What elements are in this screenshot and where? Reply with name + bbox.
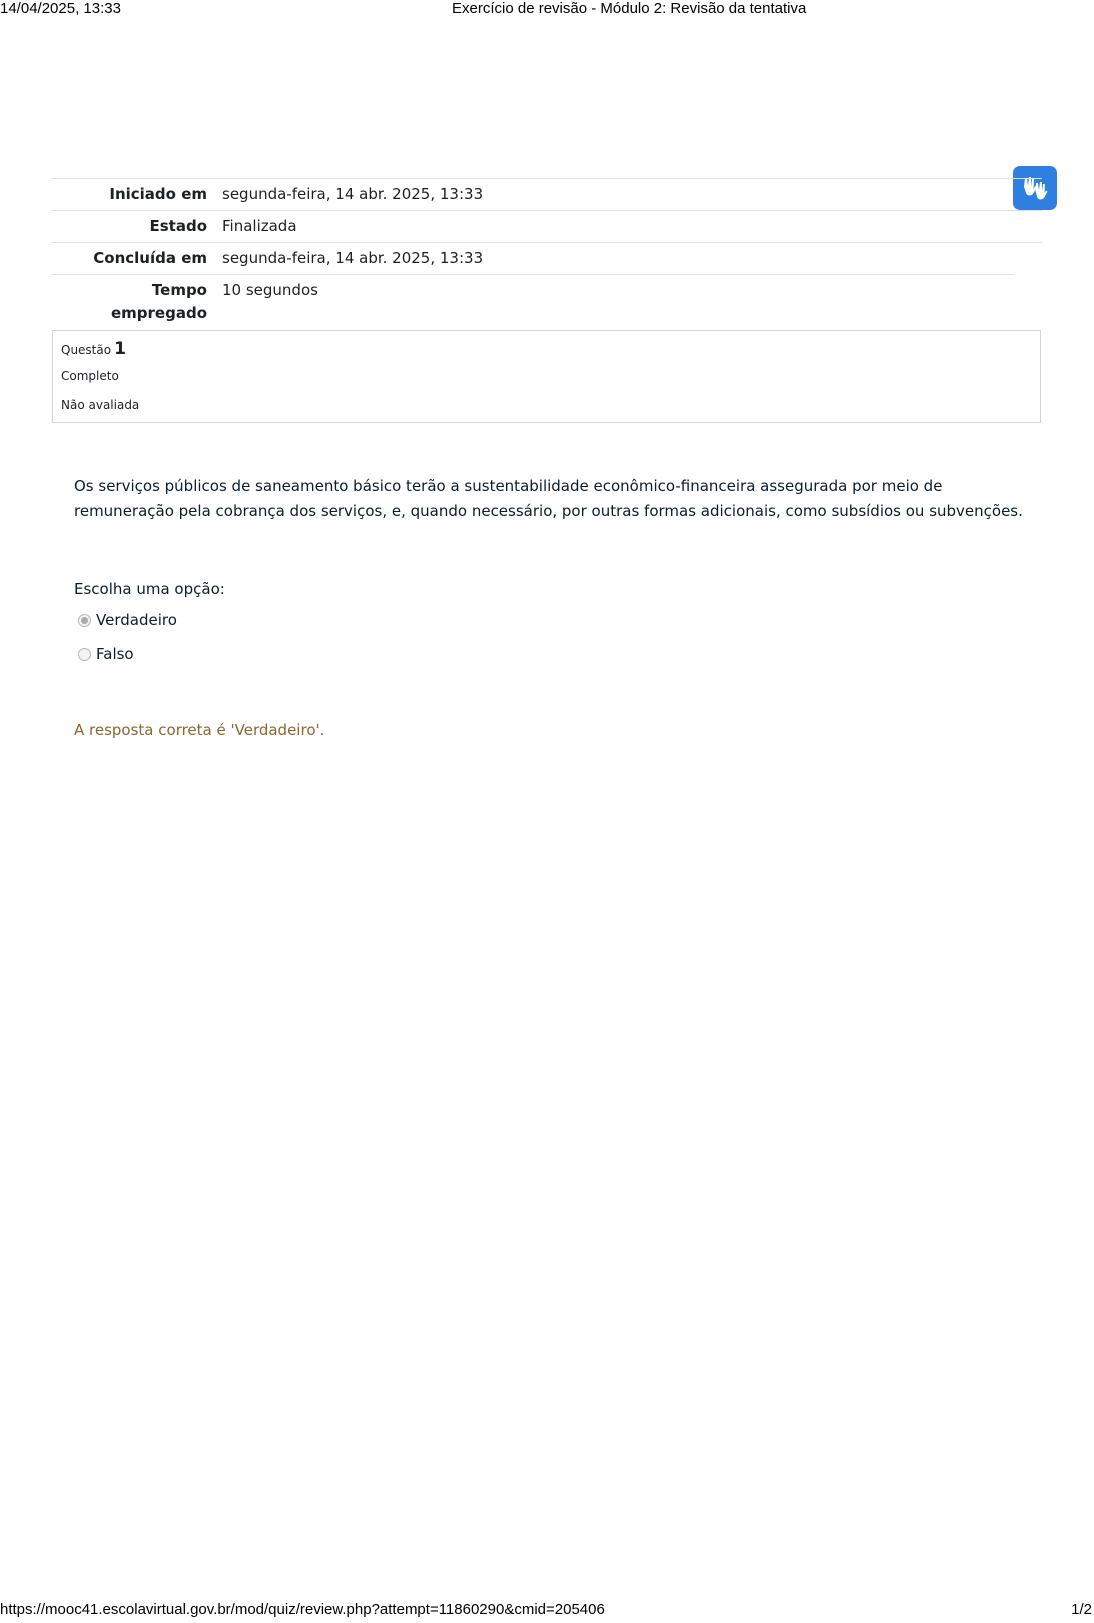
question-info-box (52, 330, 1041, 423)
time-label-line1: Tempo (151, 281, 207, 299)
started-label: Iniciado em (109, 185, 207, 203)
summary-row-state (52, 210, 1042, 242)
time-value: 10 segundos (222, 281, 318, 299)
option-falso-label: Falso (96, 645, 134, 663)
started-value: segunda-feira, 14 abr. 2025, 13:33 (222, 185, 484, 203)
print-datetime: 14/04/2025, 13:33 (0, 0, 121, 17)
option-falso[interactable] (78, 645, 134, 663)
print-page-number: 1/2 (1071, 1601, 1092, 1618)
summary-row-started (52, 178, 1042, 210)
question-state: Completo (61, 369, 119, 383)
question-number (61, 339, 126, 359)
correct-answer-feedback: A resposta correta é 'Verdadeiro'. (74, 721, 325, 739)
print-header (0, 0, 1094, 18)
answer-prompt: Escolha uma opção: (74, 580, 225, 598)
radio-falso[interactable] (78, 648, 91, 661)
completed-value: segunda-feira, 14 abr. 2025, 13:33 (222, 249, 484, 267)
completed-label: Concluída em (93, 249, 207, 267)
option-verdadeiro-label: Verdadeiro (96, 611, 177, 629)
time-label (52, 275, 207, 329)
option-verdadeiro[interactable] (78, 611, 177, 629)
attempt-summary-table (52, 178, 1042, 329)
question-label: Questão (61, 343, 112, 357)
radio-verdadeiro[interactable] (78, 614, 91, 627)
print-footer (0, 1601, 1094, 1619)
time-label-line2: empregado (110, 304, 207, 322)
print-url: https://mooc41.escolavirtual.gov.br/mod/quiz/review.php?attempt=11860290&cmid=205406 (0, 1601, 605, 1618)
question-grade: Não avaliada (61, 398, 140, 412)
state-value: Finalizada (222, 217, 297, 235)
state-label: Estado (149, 217, 207, 235)
question-text: Os serviços públicos de saneamento básico terão a sustentabilidade econômico-financeira assegurada por meio de remuneração pela cobrança dos serviços, e, quando necessário, por outras formas adicionais, como subsídios ou subvenções. (74, 477, 1023, 520)
summary-row-completed (52, 242, 1042, 274)
summary-row-time (52, 274, 1014, 329)
question-number-value: 1 (114, 339, 126, 359)
print-page-title: Exercício de revisão - Módulo 2: Revisão da tentativa (452, 0, 807, 17)
